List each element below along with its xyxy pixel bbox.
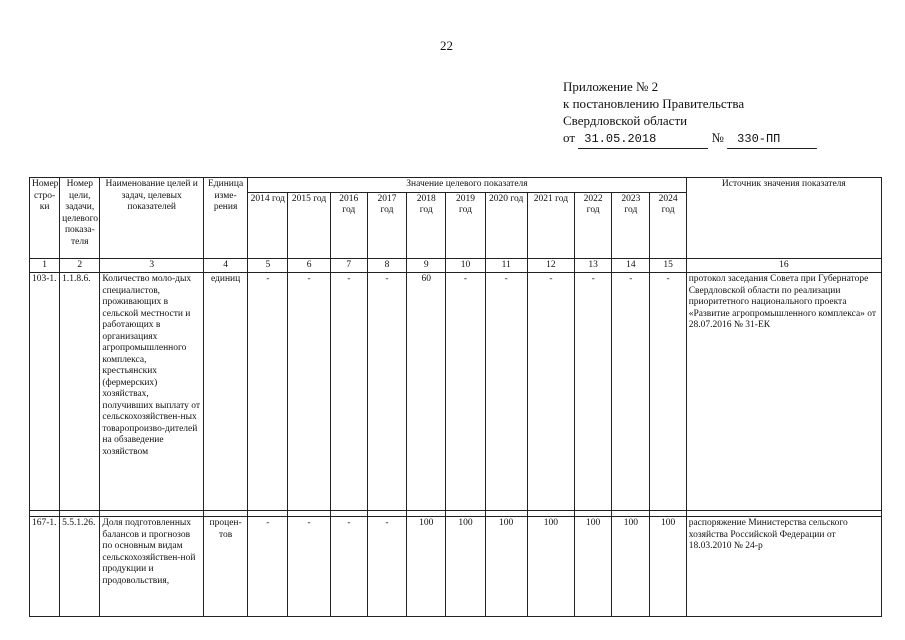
value-cell: - [527, 273, 574, 511]
value-cell: 100 [650, 517, 686, 617]
value-cell: - [485, 273, 527, 511]
column-number: 11 [485, 258, 527, 273]
column-number: 9 [407, 258, 446, 273]
header-year: 2014 год [248, 192, 288, 258]
value-cell: - [288, 273, 330, 511]
header-value-group: Значение целевого показателя [248, 178, 686, 193]
column-number: 15 [650, 258, 686, 273]
column-number: 2 [60, 258, 100, 273]
column-number: 7 [330, 258, 367, 273]
column-number: 12 [527, 258, 574, 273]
value-cell: - [650, 273, 686, 511]
value-cell: 100 [446, 517, 485, 617]
value-cell: 100 [407, 517, 446, 617]
header-year: 2015 год [288, 192, 330, 258]
table-header [30, 178, 882, 273]
column-numbers-row [30, 258, 882, 273]
value-cell: 100 [612, 517, 650, 617]
column-number: 3 [100, 258, 204, 273]
value-cell: - [288, 517, 330, 617]
unit: процен-тов [203, 517, 247, 617]
value-cell: - [367, 273, 406, 511]
header-year: 2021 год [527, 192, 574, 258]
value-cell: 100 [527, 517, 574, 617]
header-year: 2016 год [330, 192, 367, 258]
row-number: 103-1. [30, 273, 60, 511]
header-year: 2019 год [446, 192, 485, 258]
row-number: 167-1. [30, 517, 60, 617]
date-prefix: от [563, 130, 576, 145]
appendix-date-line [563, 129, 817, 149]
header-unit: Единица изме-рения [203, 178, 247, 259]
value-cell: 60 [407, 273, 446, 511]
resolution-number: 330-ПП [727, 131, 817, 149]
appendix-line-2: к постановлению Правительства [563, 96, 745, 111]
header-row-no: Номер стро-ки [30, 178, 60, 259]
resolution-date: 31.05.2018 [578, 131, 708, 149]
goal-number: 1.1.8.6. [60, 273, 100, 511]
header-year: 2022 год [575, 192, 612, 258]
header-year: 2024 год [650, 192, 686, 258]
column-number: 4 [203, 258, 247, 273]
header-year: 2018 год [407, 192, 446, 258]
indicators-table [29, 177, 882, 617]
value-cell: - [446, 273, 485, 511]
value-cell: - [367, 517, 406, 617]
value-cell: - [575, 273, 612, 511]
value-cell: - [612, 273, 650, 511]
table-row [30, 517, 882, 617]
indicator-name: Доля подготовленных балансов и прогнозов по основным видам сельскохозяйствен-ной продукции и продовольствия, [100, 517, 204, 617]
value-cell: 100 [485, 517, 527, 617]
column-number: 14 [612, 258, 650, 273]
column-number: 8 [367, 258, 406, 273]
indicator-name: Количество моло-дых специалистов, проживающих в сельской местности и работающих в организациях агропромышленного комплекса, крестьянских (фермерских) хозяйствах, получивших выплату от сельскохозяйствен-ных товаропроизво-дителей на обзаведение хозяйством [100, 273, 204, 511]
column-number: 16 [686, 258, 881, 273]
number-prefix: № [711, 130, 724, 145]
header-name: Наименование целей и задач, целевых показателей [100, 178, 204, 259]
header-year: 2023 год [612, 192, 650, 258]
appendix-block [563, 78, 817, 149]
goal-number: 5.5.1.26. [60, 517, 100, 617]
value-cell: 100 [575, 517, 612, 617]
value-cell: - [248, 273, 288, 511]
column-number: 5 [248, 258, 288, 273]
table-row [30, 273, 882, 511]
header-goal-no: Номер цели, задачи, целевого показа-теля [60, 178, 100, 259]
column-number: 6 [288, 258, 330, 273]
value-cell: - [330, 517, 367, 617]
page-number: 22 [440, 38, 453, 53]
value-cell: - [248, 517, 288, 617]
header-year: 2020 год [485, 192, 527, 258]
column-number: 1 [30, 258, 60, 273]
source-cell: протокол заседания Совета при Губернаторе Свердловской области по реализации приоритетного национального проекта «Развитие агропромышленного комплекса» от 28.07.2016 № 31-ЕК [686, 273, 881, 511]
header-year: 2017 год [367, 192, 406, 258]
header-source: Источник значения показателя [686, 178, 881, 259]
column-number: 10 [446, 258, 485, 273]
appendix-line-3: Свердловской области [563, 113, 688, 128]
unit: единиц [203, 273, 247, 511]
appendix-title: Приложение № 2 [563, 79, 659, 94]
value-cell: - [330, 273, 367, 511]
source-cell: распоряжение Министерства сельского хозяйства Российской Федерации от 18.03.2010 № 24-р [686, 517, 881, 617]
column-number: 13 [575, 258, 612, 273]
